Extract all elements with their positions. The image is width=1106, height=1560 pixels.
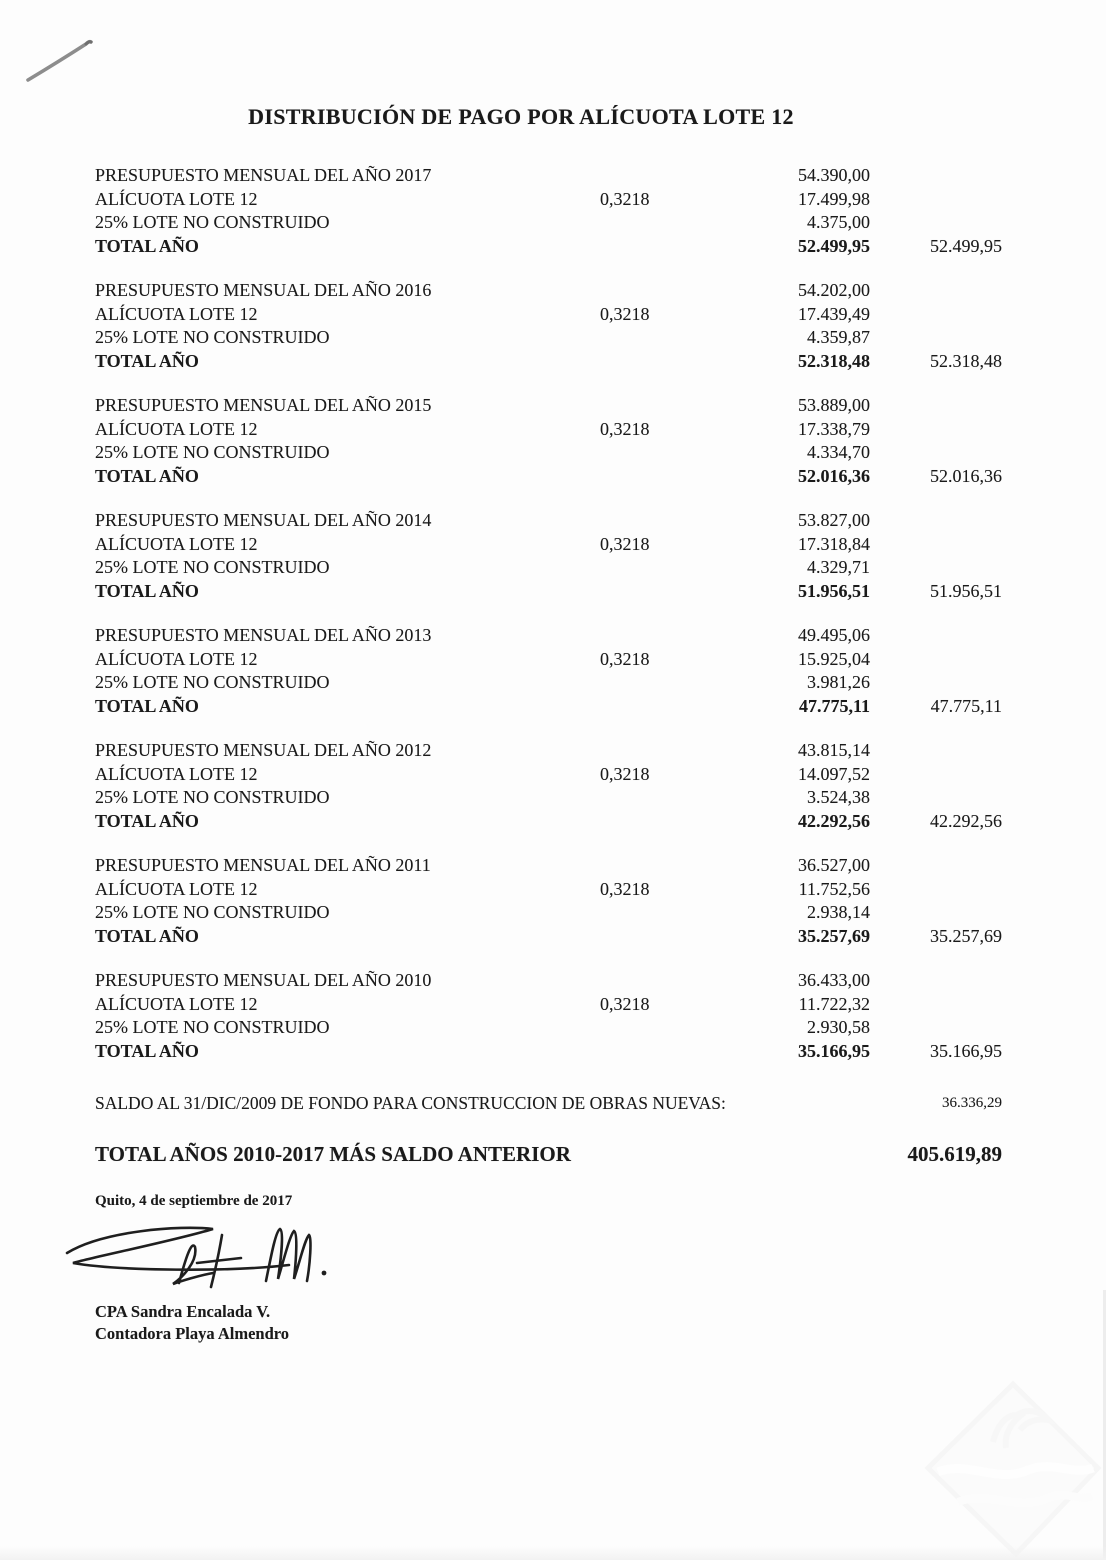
- alicuota-row: [95, 188, 1002, 212]
- factor-value: 0,3218: [600, 878, 650, 899]
- total-label: TOTAL AÑO: [95, 695, 199, 716]
- grand-total-label: TOTAL AÑOS 2010-2017 MÁS SALDO ANTERIOR: [95, 1142, 571, 1166]
- lote25-value: 3.981,26: [807, 672, 870, 692]
- presupuesto-label: PRESUPUESTO MENSUAL DEL AÑO 2016: [95, 280, 432, 300]
- year-block: [95, 969, 1002, 1063]
- alicuota-label: ALÍCUOTA LOTE 12: [95, 303, 258, 324]
- alicuota-label: ALÍCUOTA LOTE 12: [95, 418, 258, 439]
- presupuesto-value: 54.390,00: [798, 165, 870, 185]
- lote25-row: [95, 671, 1002, 695]
- year-block: [95, 394, 1002, 488]
- factor-value: 0,3218: [600, 418, 650, 439]
- total-row: [95, 810, 1002, 834]
- presupuesto-row: [95, 969, 1002, 993]
- alicuota-label: ALÍCUOTA LOTE 12: [95, 763, 258, 784]
- alicuota-row: [95, 418, 1002, 442]
- presupuesto-label: PRESUPUESTO MENSUAL DEL AÑO 2011: [95, 855, 431, 875]
- alicuota-value: 15.925,04: [798, 648, 870, 669]
- alicuota-row: [95, 993, 1002, 1017]
- presupuesto-value: 53.889,00: [798, 395, 870, 415]
- carry-value: 47.775,11: [930, 695, 1002, 716]
- watermark-logo: [898, 1372, 1104, 1557]
- total-label: TOTAL AÑO: [95, 810, 199, 831]
- total-label: TOTAL AÑO: [95, 465, 199, 486]
- carry-value: 42.292,56: [930, 810, 1002, 831]
- presupuesto-label: PRESUPUESTO MENSUAL DEL AÑO 2017: [95, 165, 432, 185]
- lote25-label: 25% LOTE NO CONSTRUIDO: [95, 557, 330, 577]
- factor-value: 0,3218: [600, 993, 650, 1014]
- lote25-label: 25% LOTE NO CONSTRUIDO: [95, 787, 330, 807]
- presupuesto-label: PRESUPUESTO MENSUAL DEL AÑO 2010: [95, 970, 432, 990]
- presupuesto-label: PRESUPUESTO MENSUAL DEL AÑO 2013: [95, 625, 432, 645]
- alicuota-label: ALÍCUOTA LOTE 12: [95, 993, 258, 1014]
- total-value: 52.318,48: [798, 350, 870, 371]
- signature-image: [61, 1219, 1002, 1301]
- lote25-label: 25% LOTE NO CONSTRUIDO: [95, 672, 330, 692]
- presupuesto-row: [95, 739, 1002, 763]
- total-value: 47.775,11: [798, 695, 870, 716]
- lote25-value: 4.375,00: [807, 212, 870, 232]
- lote25-value: 4.334,70: [807, 442, 870, 462]
- alicuota-row: [95, 648, 1002, 672]
- page-bottom-edge: [0, 1546, 1106, 1560]
- lote25-row: [95, 326, 1002, 350]
- total-value: 52.016,36: [798, 465, 870, 486]
- presupuesto-row: [95, 279, 1002, 303]
- total-row: [95, 235, 1002, 259]
- alicuota-value: 11.752,56: [798, 878, 870, 899]
- lote25-label: 25% LOTE NO CONSTRUIDO: [95, 212, 330, 232]
- factor-value: 0,3218: [600, 533, 650, 554]
- presupuesto-row: [95, 164, 1002, 188]
- total-label: TOTAL AÑO: [95, 350, 199, 371]
- total-label: TOTAL AÑO: [95, 1040, 199, 1061]
- carry-value: 51.956,51: [930, 580, 1002, 601]
- total-row: [95, 350, 1002, 374]
- total-row: [95, 695, 1002, 719]
- total-value: 35.257,69: [798, 925, 870, 946]
- total-label: TOTAL AÑO: [95, 235, 199, 256]
- alicuota-value: 17.318,84: [798, 533, 870, 554]
- year-block: [95, 624, 1002, 718]
- factor-value: 0,3218: [600, 303, 650, 324]
- alicuota-label: ALÍCUOTA LOTE 12: [95, 188, 258, 209]
- carry-value: 52.318,48: [930, 350, 1002, 371]
- carry-value: 52.499,95: [930, 235, 1002, 256]
- lote25-value: 4.329,71: [807, 557, 870, 577]
- total-row: [95, 580, 1002, 604]
- lote25-row: [95, 786, 1002, 810]
- total-row: [95, 465, 1002, 489]
- total-value: 51.956,51: [798, 580, 870, 601]
- presupuesto-value: 54.202,00: [798, 280, 870, 300]
- carry-value: 35.166,95: [930, 1040, 1002, 1061]
- lote25-value: 2.930,58: [807, 1017, 870, 1037]
- page-title: DISTRIBUCIÓN DE PAGO POR ALÍCUOTA LOTE 12: [248, 104, 794, 129]
- total-label: TOTAL AÑO: [95, 580, 199, 601]
- lote25-row: [95, 901, 1002, 925]
- presupuesto-row: [95, 394, 1002, 418]
- place-date: Quito, 4 de septiembre de 2017: [95, 1193, 293, 1209]
- lote25-label: 25% LOTE NO CONSTRUIDO: [95, 327, 330, 347]
- presupuesto-value: 43.815,14: [798, 740, 870, 760]
- presupuesto-row: [95, 854, 1002, 878]
- alicuota-row: [95, 878, 1002, 902]
- alicuota-row: [95, 533, 1002, 557]
- year-block: [95, 164, 1002, 258]
- total-value: 52.499,95: [798, 235, 870, 256]
- alicuota-label: ALÍCUOTA LOTE 12: [95, 878, 258, 899]
- alicuota-value: 17.439,49: [798, 303, 870, 324]
- presupuesto-value: 49.495,06: [798, 625, 870, 645]
- signer-name: CPA Sandra Encalada V.: [95, 1302, 271, 1321]
- total-row: [95, 925, 1002, 949]
- lote25-row: [95, 556, 1002, 580]
- total-label: TOTAL AÑO: [95, 925, 199, 946]
- presupuesto-row: [95, 624, 1002, 648]
- alicuota-value: 14.097,52: [798, 763, 870, 784]
- lote25-label: 25% LOTE NO CONSTRUIDO: [95, 1017, 330, 1037]
- alicuota-value: 11.722,32: [798, 993, 870, 1014]
- document-body: [95, 104, 1002, 1345]
- year-block: [95, 509, 1002, 603]
- alicuota-value: 17.338,79: [798, 418, 870, 439]
- grand-total-row: [95, 1141, 1002, 1167]
- lote25-row: [95, 441, 1002, 465]
- saldo-row: [95, 1092, 1002, 1115]
- presupuesto-label: PRESUPUESTO MENSUAL DEL AÑO 2014: [95, 510, 432, 530]
- lote25-value: 2.938,14: [807, 902, 870, 922]
- lote25-label: 25% LOTE NO CONSTRUIDO: [95, 442, 330, 462]
- saldo-value: 36.336,29: [942, 1095, 1002, 1111]
- factor-value: 0,3218: [600, 763, 650, 784]
- alicuota-row: [95, 763, 1002, 787]
- year-block: [95, 279, 1002, 373]
- presupuesto-value: 53.827,00: [798, 510, 870, 530]
- presupuesto-row: [95, 509, 1002, 533]
- total-value: 35.166,95: [798, 1040, 870, 1061]
- presupuesto-label: PRESUPUESTO MENSUAL DEL AÑO 2012: [95, 740, 432, 760]
- lote25-value: 3.524,38: [807, 787, 870, 807]
- carry-value: 52.016,36: [930, 465, 1002, 486]
- presupuesto-label: PRESUPUESTO MENSUAL DEL AÑO 2015: [95, 395, 432, 415]
- lote25-value: 4.359,87: [807, 327, 870, 347]
- total-value: 42.292,56: [798, 810, 870, 831]
- lote25-label: 25% LOTE NO CONSTRUIDO: [95, 902, 330, 922]
- presupuesto-value: 36.527,00: [798, 855, 870, 875]
- year-block: [95, 739, 1002, 833]
- total-row: [95, 1040, 1002, 1064]
- lote25-row: [95, 211, 1002, 235]
- saldo-label: SALDO AL 31/DIC/2009 DE FONDO PARA CONSTRUCCION DE OBRAS NUEVAS:: [95, 1093, 726, 1113]
- year-block: [95, 854, 1002, 948]
- factor-value: 0,3218: [600, 648, 650, 669]
- year-blocks: [95, 164, 1002, 1063]
- pen-stroke-mark: [20, 35, 100, 90]
- factor-value: 0,3218: [600, 188, 650, 209]
- signer-title: Contadora Playa Almendro: [95, 1324, 290, 1343]
- carry-value: 35.257,69: [930, 925, 1002, 946]
- presupuesto-value: 36.433,00: [798, 970, 870, 990]
- lote25-row: [95, 1016, 1002, 1040]
- alicuota-label: ALÍCUOTA LOTE 12: [95, 648, 258, 669]
- alicuota-row: [95, 303, 1002, 327]
- grand-total-value: 405.619,89: [907, 1142, 1002, 1166]
- alicuota-value: 17.499,98: [798, 188, 870, 209]
- alicuota-label: ALÍCUOTA LOTE 12: [95, 533, 258, 554]
